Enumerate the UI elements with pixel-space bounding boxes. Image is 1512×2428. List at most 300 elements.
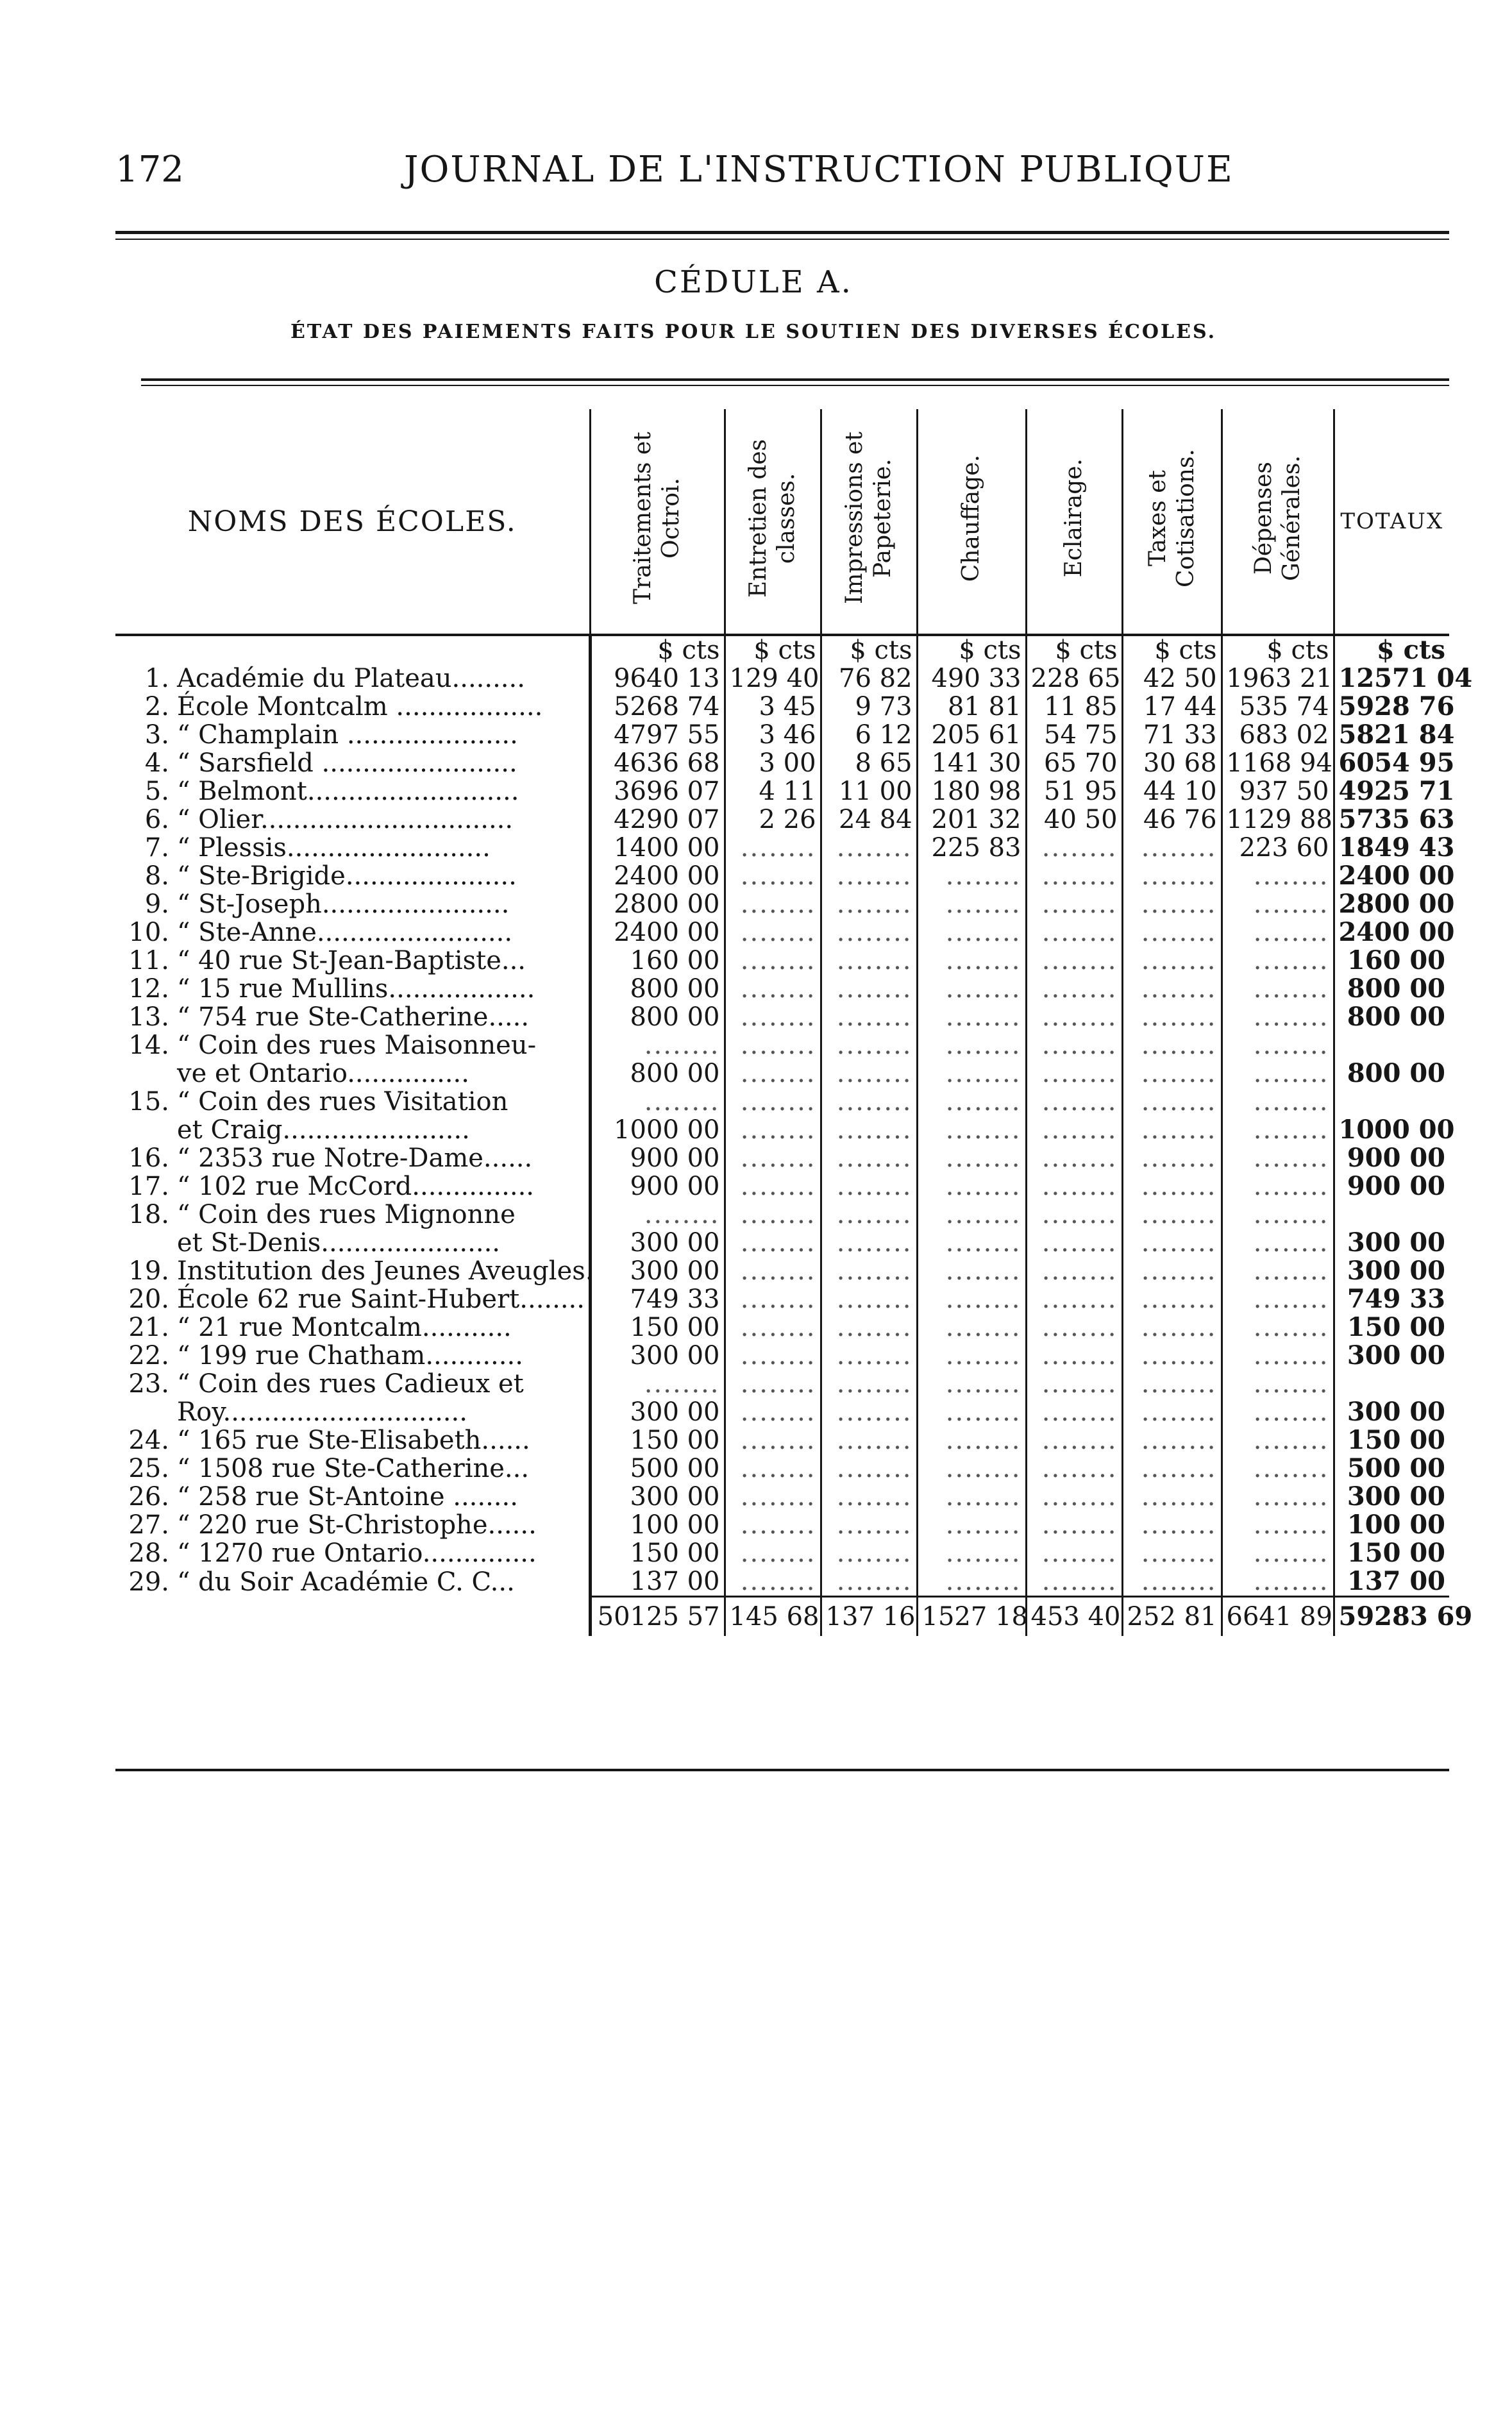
- amount-cell: 300 00: [590, 1257, 725, 1285]
- table-row: [115, 805, 1449, 834]
- empty-cell: ........: [1026, 1285, 1122, 1313]
- row-number: 14.: [128, 1031, 169, 1060]
- school-name: “ 199 rue Chatham............: [177, 1341, 523, 1370]
- amount-cell: 2800 00: [590, 890, 725, 918]
- empty-cell: ........: [725, 1257, 821, 1285]
- empty-cell: ........: [1026, 1313, 1122, 1342]
- empty-cell: ........: [725, 947, 821, 975]
- row-total: 300 00: [1334, 1257, 1449, 1285]
- empty-cell: ........: [917, 1567, 1026, 1597]
- empty-cell: ........: [821, 1483, 917, 1511]
- row-number: 10.: [128, 918, 169, 947]
- empty-cell: ........: [821, 1567, 917, 1597]
- empty-cell: ........: [917, 1144, 1026, 1172]
- row-number: 3.: [144, 720, 169, 750]
- amount-cell: 2400 00: [590, 862, 725, 890]
- empty-cell: ........: [725, 1342, 821, 1370]
- empty-cell: ........: [821, 1342, 917, 1370]
- row-total: 5928 76: [1334, 693, 1449, 721]
- amount-cell: 4636 68: [590, 749, 725, 777]
- empty-cell: ........: [725, 1172, 821, 1201]
- row-total: 800 00: [1334, 975, 1449, 1003]
- empty-cell: ........: [821, 1285, 917, 1313]
- empty-cell: ........: [1026, 1088, 1122, 1116]
- table-row: [115, 1116, 1449, 1144]
- row-total: [1334, 1370, 1449, 1398]
- row-total: 800 00: [1334, 1059, 1449, 1088]
- row-total: [1334, 1031, 1449, 1059]
- empty-cell: ........: [917, 918, 1026, 947]
- amount-cell: 3696 07: [590, 777, 725, 805]
- empty-cell: ........: [1026, 1144, 1122, 1172]
- empty-cell: ........: [1222, 1539, 1334, 1567]
- amount-cell: 150 00: [590, 1426, 725, 1454]
- row-total: 150 00: [1334, 1313, 1449, 1342]
- empty-cell: ........: [1122, 1342, 1222, 1370]
- school-name: “ Coin des rues Cadieux et: [177, 1369, 524, 1399]
- empty-cell: ........: [917, 1059, 1026, 1088]
- empty-cell: ........: [821, 1003, 917, 1031]
- school-name: “ Belmont..........................: [177, 777, 519, 806]
- unit-label: $ cts: [1334, 635, 1449, 664]
- row-number: 20.: [128, 1285, 169, 1314]
- amount-cell: 4797 55: [590, 721, 725, 749]
- empty-cell: ........: [821, 1539, 917, 1567]
- row-total: [1334, 1088, 1449, 1116]
- spacer: [115, 1597, 173, 1637]
- schedule-title: CÉDULE A.: [654, 264, 853, 300]
- empty-cell: ........: [725, 1201, 821, 1229]
- amount-cell: 81 81: [917, 693, 1026, 721]
- row-total: 500 00: [1334, 1454, 1449, 1483]
- empty-cell: ........: [917, 1088, 1026, 1116]
- empty-cell: ........: [917, 1031, 1026, 1059]
- row-total: 749 33: [1334, 1285, 1449, 1313]
- empty-cell: ........: [1122, 1201, 1222, 1229]
- empty-cell: ........: [1026, 1483, 1122, 1511]
- empty-cell: ........: [725, 1511, 821, 1539]
- empty-cell: ........: [1122, 1003, 1222, 1031]
- empty-cell: ........: [1122, 1172, 1222, 1201]
- empty-cell: ........: [821, 1313, 917, 1342]
- empty-cell: ........: [821, 1088, 917, 1116]
- empty-cell: ........: [917, 1483, 1026, 1511]
- row-total: 137 00: [1334, 1567, 1449, 1597]
- amount-cell: 42 50: [1122, 664, 1222, 693]
- amount-cell: 228 65: [1026, 664, 1122, 693]
- school-name: École 62 rue Saint-Hubert........: [177, 1285, 585, 1314]
- empty-cell: ........: [821, 1144, 917, 1172]
- empty-cell: ........: [1222, 1003, 1334, 1031]
- amount-cell: 500 00: [590, 1454, 725, 1483]
- table-top-rule: [141, 378, 1449, 381]
- empty-cell: ........: [821, 1059, 917, 1088]
- empty-cell: ........: [821, 1370, 917, 1398]
- row-number: 27.: [128, 1510, 169, 1540]
- empty-cell: ........: [1026, 1511, 1122, 1539]
- amount-cell: 2400 00: [590, 918, 725, 947]
- amount-cell: 1963 21: [1222, 664, 1334, 693]
- amount-cell: 141 30: [917, 749, 1026, 777]
- empty-cell: ........: [821, 1426, 917, 1454]
- school-name: “ 1270 rue Ontario..............: [177, 1539, 537, 1568]
- col-header-totaux: TOTAUX: [1334, 409, 1449, 635]
- amount-cell: 749 33: [590, 1285, 725, 1313]
- amount-cell: 300 00: [590, 1398, 725, 1426]
- row-total: 12571 04: [1334, 664, 1449, 693]
- amount-cell: 4290 07: [590, 805, 725, 834]
- school-name: “ Ste-Anne........................: [177, 918, 513, 947]
- header-rule-thin: [115, 239, 1449, 240]
- row-total: 300 00: [1334, 1342, 1449, 1370]
- units-row: [115, 635, 1449, 664]
- table-row: [115, 1144, 1449, 1172]
- empty-cell: ........: [1122, 834, 1222, 862]
- amount-cell: 160 00: [590, 947, 725, 975]
- row-number: [115, 1398, 173, 1426]
- school-name: et St-Denis......................: [177, 1228, 501, 1258]
- amount-cell: 40 50: [1026, 805, 1122, 834]
- table-row: [115, 947, 1449, 975]
- school-name: Roy..............................: [177, 1397, 467, 1427]
- amount-cell: 201 32: [917, 805, 1026, 834]
- amount-cell: 11 00: [821, 777, 917, 805]
- empty-cell: ........: [821, 918, 917, 947]
- amount-cell: 24 84: [821, 805, 917, 834]
- row-number: 12.: [128, 974, 169, 1004]
- empty-cell: ........: [1122, 1454, 1222, 1483]
- school-name: “ 40 rue St-Jean-Baptiste...: [177, 946, 526, 975]
- school-name: “ du Soir Académie C. C...: [177, 1567, 515, 1597]
- row-number: [115, 1059, 173, 1088]
- empty-cell: ........: [725, 834, 821, 862]
- table-row: [115, 834, 1449, 862]
- empty-cell: ........: [725, 890, 821, 918]
- empty-cell: ........: [917, 947, 1026, 975]
- empty-cell: ........: [821, 890, 917, 918]
- empty-cell: ........: [1026, 1031, 1122, 1059]
- empty-cell: ........: [1222, 1088, 1334, 1116]
- school-name: École Montcalm ..................: [177, 692, 543, 721]
- table-row: [115, 918, 1449, 947]
- empty-cell: ........: [917, 1172, 1026, 1201]
- amount-cell: 1000 00: [590, 1116, 725, 1144]
- empty-cell: ........: [821, 834, 917, 862]
- empty-cell: ........: [1026, 947, 1122, 975]
- row-number: [115, 1229, 173, 1257]
- amount-cell: 1168 94: [1222, 749, 1334, 777]
- unit-label: $ cts: [917, 635, 1026, 664]
- empty-cell: ........: [1222, 1059, 1334, 1088]
- empty-cell: ........: [917, 1342, 1026, 1370]
- row-total: 900 00: [1334, 1144, 1449, 1172]
- empty-cell: ........: [1026, 834, 1122, 862]
- row-number: 26.: [128, 1482, 169, 1512]
- empty-cell: ........: [1122, 1370, 1222, 1398]
- amount-cell: 9 73: [821, 693, 917, 721]
- row-total: 300 00: [1334, 1398, 1449, 1426]
- empty-cell: ........: [917, 1003, 1026, 1031]
- row-number: 15.: [128, 1087, 169, 1117]
- empty-cell: ........: [821, 1511, 917, 1539]
- school-name: “ Olier...............................: [177, 805, 514, 834]
- empty-cell: ........: [1222, 1172, 1334, 1201]
- empty-cell: ........: [1026, 890, 1122, 918]
- table-row: [115, 749, 1449, 777]
- amount-cell: 100 00: [590, 1511, 725, 1539]
- empty-cell: ........: [725, 1313, 821, 1342]
- column-total: 453 40: [1026, 1597, 1122, 1637]
- col-header-depenses: Dépenses Générales.: [1222, 409, 1334, 635]
- table-row: [115, 890, 1449, 918]
- amount-cell: 46 76: [1122, 805, 1222, 834]
- col-header-chauffage: Chauffage.: [917, 409, 1026, 635]
- school-name: “ Coin des rues Maisonneu-: [177, 1031, 537, 1060]
- school-name: “ St-Joseph.......................: [177, 889, 510, 919]
- row-number: 8.: [144, 861, 169, 891]
- amount-cell: 150 00: [590, 1313, 725, 1342]
- amount-cell: 54 75: [1026, 721, 1122, 749]
- amount-cell: 683 02: [1222, 721, 1334, 749]
- empty-cell: ........: [590, 1201, 725, 1229]
- amount-cell: 225 83: [917, 834, 1026, 862]
- row-total: 2400 00: [1334, 918, 1449, 947]
- row-number: 23.: [128, 1369, 169, 1399]
- amount-cell: 205 61: [917, 721, 1026, 749]
- empty-cell: ........: [821, 1398, 917, 1426]
- amount-cell: 1400 00: [590, 834, 725, 862]
- empty-cell: ........: [725, 1003, 821, 1031]
- table-row: [115, 1398, 1449, 1426]
- row-total: 6054 95: [1334, 749, 1449, 777]
- empty-cell: ........: [1222, 975, 1334, 1003]
- amount-cell: 223 60: [1222, 834, 1334, 862]
- empty-cell: ........: [917, 1257, 1026, 1285]
- unit-label: $ cts: [1222, 635, 1334, 664]
- amount-cell: 900 00: [590, 1144, 725, 1172]
- empty-cell: ........: [725, 1285, 821, 1313]
- empty-cell: ........: [1122, 1031, 1222, 1059]
- empty-cell: ........: [1222, 1257, 1334, 1285]
- header-rule: [115, 231, 1449, 234]
- amount-cell: 9640 13: [590, 664, 725, 693]
- row-total: 160 00: [1334, 947, 1449, 975]
- table-row: [115, 1003, 1449, 1031]
- empty-cell: ........: [821, 1031, 917, 1059]
- table-row: [115, 1313, 1449, 1342]
- empty-cell: ........: [917, 1454, 1026, 1483]
- empty-cell: ........: [1222, 1285, 1334, 1313]
- empty-cell: ........: [821, 1229, 917, 1257]
- empty-cell: ........: [1122, 862, 1222, 890]
- column-total: 50125 57: [590, 1597, 725, 1637]
- row-total: 150 00: [1334, 1426, 1449, 1454]
- amount-cell: 300 00: [590, 1483, 725, 1511]
- empty-cell: ........: [1026, 1116, 1122, 1144]
- empty-cell: ........: [917, 1313, 1026, 1342]
- empty-cell: ........: [1222, 1370, 1334, 1398]
- unit-label: $ cts: [725, 635, 821, 664]
- row-number: 16.: [128, 1143, 169, 1173]
- amount-cell: 17 44: [1122, 693, 1222, 721]
- school-name: “ 165 rue Ste-Elisabeth......: [177, 1426, 530, 1455]
- table-row: [115, 1342, 1449, 1370]
- empty-cell: ........: [917, 862, 1026, 890]
- empty-cell: ........: [1026, 1257, 1122, 1285]
- row-total: 2400 00: [1334, 862, 1449, 890]
- empty-cell: ........: [821, 862, 917, 890]
- empty-cell: ........: [725, 1144, 821, 1172]
- table-body: [115, 635, 1473, 1636]
- school-name: “ 21 rue Montcalm...........: [177, 1313, 512, 1342]
- empty-cell: ........: [1222, 1116, 1334, 1144]
- table-row: [115, 693, 1449, 721]
- column-total: 6641 89: [1222, 1597, 1334, 1637]
- empty-cell: ........: [590, 1370, 725, 1398]
- empty-cell: ........: [725, 1426, 821, 1454]
- row-number: 7.: [144, 833, 169, 863]
- empty-cell: ........: [1122, 918, 1222, 947]
- row-total: 2800 00: [1334, 890, 1449, 918]
- amount-cell: 2 26: [725, 805, 821, 834]
- table-row: [115, 1285, 1449, 1313]
- empty-cell: ........: [1122, 1483, 1222, 1511]
- row-number: 29.: [128, 1567, 169, 1597]
- table-row: [115, 664, 1449, 693]
- row-total: 100 00: [1334, 1511, 1449, 1539]
- page-header: [115, 149, 1391, 200]
- amount-cell: 800 00: [590, 1059, 725, 1088]
- empty-cell: ........: [1026, 975, 1122, 1003]
- table-row: [115, 1088, 1449, 1116]
- amount-cell: 900 00: [590, 1172, 725, 1201]
- table-row: [115, 721, 1449, 749]
- empty-cell: ........: [1026, 862, 1122, 890]
- row-number: 28.: [128, 1539, 169, 1568]
- empty-cell: ........: [917, 1511, 1026, 1539]
- empty-cell: ........: [1222, 1229, 1334, 1257]
- empty-cell: ........: [725, 862, 821, 890]
- amount-cell: 937 50: [1222, 777, 1334, 805]
- empty-cell: ........: [1222, 1426, 1334, 1454]
- table-row: [115, 1511, 1449, 1539]
- school-name: “ 2353 rue Notre-Dame......: [177, 1143, 533, 1173]
- row-total: 5821 84: [1334, 721, 1449, 749]
- school-name: “ 754 rue Ste-Catherine.....: [177, 1002, 530, 1032]
- empty-cell: ........: [1122, 1567, 1222, 1597]
- empty-cell: ........: [725, 1059, 821, 1088]
- unit-label: $ cts: [590, 635, 725, 664]
- empty-cell: ........: [725, 975, 821, 1003]
- row-total: 900 00: [1334, 1172, 1449, 1201]
- empty-cell: ........: [917, 890, 1026, 918]
- school-name: “ Sarsfield ........................: [177, 748, 517, 778]
- amount-cell: 30 68: [1122, 749, 1222, 777]
- school-name: “ Ste-Brigide.....................: [177, 861, 517, 891]
- amount-cell: 76 82: [821, 664, 917, 693]
- empty-cell: ........: [1026, 918, 1122, 947]
- table-row: [115, 1426, 1449, 1454]
- table-row: [115, 862, 1449, 890]
- empty-cell: ........: [1122, 1539, 1222, 1567]
- school-name: “ 220 rue St-Christophe......: [177, 1510, 537, 1540]
- empty-cell: ........: [1122, 1257, 1222, 1285]
- school-names-header: NOMS DES ÉCOLES.: [115, 409, 590, 635]
- amount-cell: 300 00: [590, 1229, 725, 1257]
- header-row: [115, 409, 1449, 635]
- school-name: “ Plessis.........................: [177, 833, 491, 863]
- col-header-impressions: Impressions et Papeterie.: [821, 409, 917, 635]
- empty-cell: ........: [917, 975, 1026, 1003]
- empty-cell: ........: [1026, 1172, 1122, 1201]
- empty-cell: ........: [725, 1088, 821, 1116]
- amount-cell: 3 45: [725, 693, 821, 721]
- empty-cell: ........: [821, 975, 917, 1003]
- empty-cell: ........: [1222, 918, 1334, 947]
- row-number: 24.: [128, 1426, 169, 1455]
- table-row: [115, 975, 1449, 1003]
- row-number: 2.: [144, 692, 169, 721]
- empty-cell: ........: [917, 1229, 1026, 1257]
- school-name: ve et Ontario...............: [177, 1059, 469, 1088]
- empty-cell: ........: [1026, 1342, 1122, 1370]
- amount-cell: 137 00: [590, 1567, 725, 1597]
- table-row: [115, 777, 1449, 805]
- row-number: 13.: [128, 1002, 169, 1032]
- col-header-entretien: Entretien des classes.: [725, 409, 821, 635]
- empty-cell: ........: [1222, 1511, 1334, 1539]
- amount-cell: 3 46: [725, 721, 821, 749]
- col-header-taxes: Taxes et Cotisations.: [1122, 409, 1222, 635]
- table-row: [115, 1031, 1449, 1059]
- amount-cell: 44 10: [1122, 777, 1222, 805]
- table-row: [115, 1567, 1449, 1597]
- empty-cell: ........: [1122, 1088, 1222, 1116]
- amount-cell: 4 11: [725, 777, 821, 805]
- empty-cell: ........: [590, 1031, 725, 1059]
- col-header-eclairage: Eclairage.: [1026, 409, 1122, 635]
- row-number: [115, 1116, 173, 1144]
- empty-cell: ........: [725, 1370, 821, 1398]
- table-row: [115, 1454, 1449, 1483]
- empty-cell: ........: [917, 1398, 1026, 1426]
- amount-cell: 1129 88: [1222, 805, 1334, 834]
- empty-cell: ........: [1026, 1567, 1122, 1597]
- unit-label: $ cts: [821, 635, 917, 664]
- amount-cell: 8 65: [821, 749, 917, 777]
- amount-cell: 490 33: [917, 664, 1026, 693]
- empty-cell: ........: [725, 1398, 821, 1426]
- empty-cell: ........: [821, 1257, 917, 1285]
- amount-cell: 535 74: [1222, 693, 1334, 721]
- amount-cell: 6 12: [821, 721, 917, 749]
- table-row: [115, 1257, 1449, 1285]
- empty-cell: ........: [1122, 1144, 1222, 1172]
- amount-cell: 5268 74: [590, 693, 725, 721]
- empty-cell: ........: [917, 1116, 1026, 1144]
- empty-cell: ........: [1122, 1313, 1222, 1342]
- empty-cell: ........: [1122, 1285, 1222, 1313]
- row-number: 25.: [128, 1454, 169, 1483]
- empty-cell: ........: [590, 1088, 725, 1116]
- empty-cell: ........: [821, 1454, 917, 1483]
- row-number: 19.: [128, 1256, 169, 1286]
- empty-cell: ........: [1222, 1398, 1334, 1426]
- empty-cell: ........: [1222, 1031, 1334, 1059]
- empty-cell: ........: [917, 1370, 1026, 1398]
- empty-cell: ........: [1026, 1426, 1122, 1454]
- row-number: 9.: [144, 889, 169, 919]
